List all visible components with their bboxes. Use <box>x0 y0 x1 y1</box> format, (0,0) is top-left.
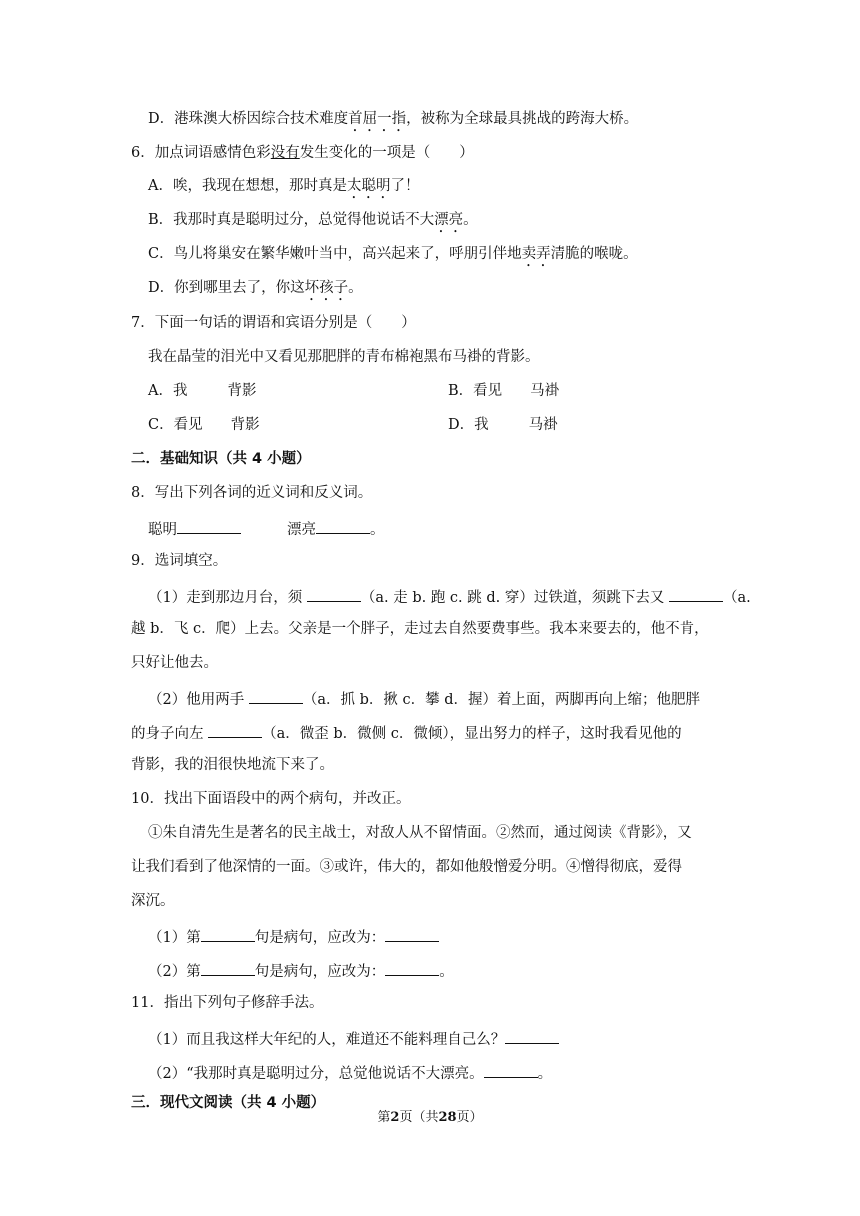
underlined-word: 没有 <box>270 145 300 161</box>
q11-stem: 11．指出下列句子修辞手法。 <box>131 995 324 1011</box>
answer-blank[interactable] <box>505 1027 559 1044</box>
emphasized-word: 漂亮 <box>434 212 464 228</box>
q5-option-d: D．港珠澳大桥因综合技术难度首屈一指，被称为全球最具挑战的跨海大桥。 <box>148 111 639 127</box>
emphasized-word: 坏孩子 <box>304 280 349 296</box>
q8-words: 聪明 漂亮 。 <box>148 517 385 540</box>
q6-option-c: C．鸟儿将巢安在繁华嫩叶当中，高兴起来了，呼朋引伴地卖弄清脆的喉咙。 <box>148 246 638 262</box>
page-number: 2 <box>390 1110 400 1125</box>
q9-stem: 9．选词填空。 <box>131 553 228 569</box>
q9-p2-line2: 的身子向左 （a．微歪 b．微侧 c．微倾），显出努力的样子，这时我看见他的 <box>131 721 682 744</box>
q10-passage-line2: 让我们看到了他深情的一面。③或许，伟大的，都如他般憎爱分明。④憎得彻底，爱得 <box>131 859 682 875</box>
q7-option-b: B．看见 马褂 <box>448 383 560 399</box>
q7-stem: 7．下面一句话的谓语和宾语分别是（ ） <box>131 315 416 331</box>
answer-blank[interactable] <box>385 925 439 942</box>
page-footer: 第2页（共28页） <box>377 1110 483 1125</box>
answer-blank[interactable] <box>307 585 361 602</box>
emphasized-word: 卖弄 <box>521 246 551 262</box>
q11-sub1: （1）而且我这样大年纪的人，难道还不能料理自己么？ <box>148 1027 559 1050</box>
q9-p1-line3: 只好让他去。 <box>131 655 218 671</box>
answer-blank[interactable] <box>249 687 303 704</box>
q6-option-b: B．我那时真是聪明过分，总觉得他说话不大漂亮。 <box>148 212 478 228</box>
q7-option-d: D．我 马褂 <box>448 417 558 433</box>
q9-p1-line1: （1）走到那边月台，须 （a. 走 b. 跑 c. 跳 d. 穿）过铁道，须跳下去又 （a. <box>148 585 730 608</box>
q9-p1-line2: 越 b．飞 c．爬）上去。父亲是一个胖子，走过去自然要费事些。我本来要去的，他不肯， <box>131 621 709 637</box>
q8-stem: 8．写出下列各词的近义词和反义词。 <box>131 485 373 501</box>
q6-option-d: D．你到哪里去了，你这坏孩子。 <box>148 280 363 296</box>
q10-sub1: （1）第 句是病句，应改为： <box>148 925 439 948</box>
q7-option-a: A．我 背影 <box>148 383 257 399</box>
answer-blank[interactable] <box>484 1061 538 1078</box>
q10-sub2: （2）第 句是病句，应改为： 。 <box>148 959 454 982</box>
q6-stem: 6．加点词语感情色彩没有发生变化的一项是（ ） <box>131 145 474 161</box>
answer-blank[interactable] <box>669 585 723 602</box>
emphasized-word: 首屈一指 <box>348 111 407 127</box>
q7-sentence: 我在晶莹的泪光中又看见那肥胖的青布棉袍黑布马褂的背影。 <box>148 349 540 365</box>
section-heading-2: 二．基础知识（共 4 小题） <box>131 451 311 467</box>
q7-option-c: C．看见 背影 <box>148 417 260 433</box>
answer-blank[interactable] <box>201 925 255 942</box>
q10-passage-line1: ①朱自清先生是著名的民主战士，对敌人从不留情面。②然而，通过阅读《背影》，又 <box>148 825 692 841</box>
q9-p2-line3: 背影，我的泪很快地流下来了。 <box>131 757 334 773</box>
answer-blank[interactable] <box>316 517 370 534</box>
section-heading-3: 三．现代文阅读（共 4 小题） <box>131 1095 326 1111</box>
answer-blank[interactable] <box>208 721 262 738</box>
q10-passage-line3: 深沉。 <box>131 893 175 909</box>
answer-blank[interactable] <box>177 517 241 534</box>
q10-stem: 10．找出下面语段中的两个病句，并改正。 <box>131 791 411 807</box>
answer-blank[interactable] <box>201 959 255 976</box>
answer-blank[interactable] <box>385 959 439 976</box>
q9-p2-line1: （2）他用两手 （a．抓 b．揪 c．攀 d．握）着上面，两脚再向上缩；他肥胖 <box>148 687 730 710</box>
emphasized-word: 太聪明 <box>346 178 391 194</box>
q11-sub2: （2）“我那时真是聪明过分，总觉他说话不大漂亮。 。 <box>148 1061 552 1084</box>
q6-option-a: A．唉，我现在想想，那时真是太聪明了！ <box>148 178 420 194</box>
page-total: 28 <box>438 1110 457 1125</box>
